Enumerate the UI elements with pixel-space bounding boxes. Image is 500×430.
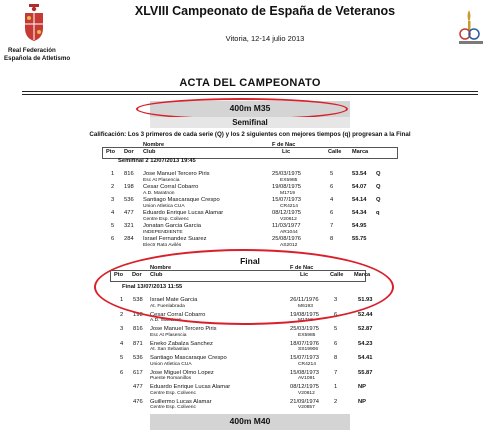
final-row-dor: 617 — [133, 369, 143, 376]
header-fnac: F de Nac — [272, 142, 296, 148]
final-row-dor: 816 — [133, 326, 143, 332]
final-header-club: Club — [150, 272, 163, 278]
semifinal-row-name: Santiago Mascaraque Crespo — [143, 197, 220, 203]
final-row-pto: 3 — [120, 326, 124, 332]
final-row-lane: 7 — [334, 369, 338, 376]
semifinal-row-qualifier: Q — [376, 197, 381, 203]
final-header-name: Nombre — [150, 265, 172, 271]
next-event-title: 400m M40 — [229, 416, 271, 426]
semifinal-row-birthdate: 11/03/1977 — [272, 223, 301, 229]
final-row-mark: 52.87 — [358, 326, 373, 332]
semifinal-row-mark: 54.95 — [352, 223, 367, 229]
semifinal-row-club: INDEPENDIENTE — [143, 229, 183, 235]
semifinal-row-club: A.D. Maratnon — [143, 190, 175, 196]
org-name-line2: Española de Atletismo — [4, 55, 71, 62]
final-row-dor: 477 — [133, 384, 143, 390]
final-row-pto: 2 — [120, 311, 124, 318]
document-heading: ACTA DEL CAMPEONATO — [179, 77, 321, 89]
final-row-birthdate: 15/07/1973 — [290, 355, 320, 361]
semifinal-row-club: Union Atletica CUA — [143, 203, 185, 209]
semifinal-row-lane: 4 — [330, 197, 334, 203]
semifinal-row-mark: 54.34 — [352, 210, 367, 216]
semifinal-row-birthdate: 15/07/1973 — [272, 197, 302, 203]
final-title: Final — [240, 256, 260, 266]
final-row-license: V20612 — [298, 390, 315, 396]
final-row-pto: 5 — [120, 355, 124, 361]
final-row-lane: 2 — [334, 398, 338, 405]
final-row-club: Union Atletica CUA — [150, 361, 192, 367]
final-row-name: Israel Mate Garcia — [150, 297, 198, 303]
final-row-dor: 538 — [133, 297, 143, 303]
semifinal-row-mark: 54.07 — [352, 184, 367, 190]
semifinal-row-name: Eduardo Enrique Lucas Alamar — [143, 210, 224, 216]
final-row-club: At. San Sebastian — [150, 347, 190, 352]
final-header-dor: Dor — [132, 272, 142, 278]
heading-rule-top — [22, 91, 478, 92]
semifinal-row-lane: 7 — [330, 223, 334, 229]
final-row-license: SS19906 — [298, 347, 319, 352]
final-row-birthdate: 19/08/1975 — [290, 311, 320, 318]
final-header-calle: Calle — [330, 272, 344, 278]
semifinal-row-birthdate: 19/08/1975 — [272, 184, 302, 190]
semifinal-row-lane: 5 — [330, 171, 334, 177]
semifinal-row-dor: 198 — [124, 184, 134, 190]
final-row-license: CR4214 — [298, 361, 316, 367]
semifinal-row-club: Centre Esp. Colivenc — [143, 216, 189, 222]
final-row-birthdate: 15/08/1973 — [290, 369, 320, 376]
final-row-dor: 198 — [133, 311, 143, 318]
semifinal-row-lane: 8 — [330, 236, 334, 242]
page-title: XLVIII Campeonato de España de Veteranos — [134, 4, 396, 18]
semifinal-row-license: CR4214 — [280, 203, 298, 209]
header-calle: Calle — [328, 149, 342, 155]
final-row-dor: 871 — [133, 340, 143, 347]
semifinal-title: Semifinal — [150, 117, 350, 128]
final-row-birthdate: 21/09/1974 — [290, 398, 320, 405]
header-dor: Dor — [124, 149, 134, 155]
semifinal-row-license: M1719 — [280, 190, 295, 196]
final-row-license: EX5985 — [298, 332, 316, 338]
final-row-mark: NP — [358, 384, 367, 390]
semifinal-row-license: AR1044 — [280, 229, 298, 235]
semifinal-row-license: AS2012 — [280, 242, 298, 248]
final-row-lane: 5 — [334, 326, 338, 332]
final-row-mark: 55.87 — [358, 369, 373, 376]
final-row-pto: 6 — [120, 369, 124, 376]
semifinal-row-name: Israel Fernandez Suarez — [143, 236, 207, 242]
semifinal-row-pto: 3 — [111, 197, 115, 203]
org-name-line1: Real Federación — [8, 47, 56, 54]
semifinal-row-club: Esc At Plasencia — [143, 177, 180, 183]
final-row-license: M6193 — [298, 303, 313, 309]
final-row-lane: 6 — [334, 311, 338, 318]
semifinal-row-name: Jose Manuel Tercero Piris — [143, 171, 210, 177]
final-row-dor: 476 — [133, 398, 143, 405]
final-row-name: Jose Manuel Tercero Piris — [150, 326, 217, 332]
semifinal-row-pto: 1 — [111, 171, 115, 177]
semifinal-series: Semifinal 2 12/07/2013 19:45 — [118, 158, 196, 164]
event-title: 400m M35 — [229, 103, 271, 113]
semifinal-row-pto: 5 — [111, 223, 115, 229]
final-row-club: Centre Esp. Colivenc — [150, 405, 196, 410]
final-row-lane: 3 — [334, 297, 338, 303]
semifinal-row-qualifier: q — [376, 210, 380, 216]
rfea-crest-icon — [22, 4, 46, 42]
semifinal-row-pto: 2 — [111, 184, 115, 190]
final-row-mark: NP — [358, 398, 367, 405]
final-row-dor: 536 — [133, 355, 143, 361]
final-series: Final 13/07/2013 11:55 — [122, 284, 183, 290]
final-header-pto: Pto — [114, 272, 124, 278]
qualification-note: Calificación: Los 3 primeros de cada serie (Q) y los 2 siguientes con mejores tiempos (q) progresan a la Final — [89, 131, 411, 138]
final-row-birthdate: 25/03/1975 — [290, 326, 320, 332]
final-row-name: Cesar Corral Cobarro — [150, 311, 206, 318]
final-row-mark: 52.44 — [358, 311, 373, 318]
semifinal-row-dor: 284 — [124, 236, 134, 242]
page-subtitle: Vitoria, 12-14 julio 2013 — [225, 34, 305, 43]
final-row-name: Jose Miguel Olmo Lopez — [150, 369, 214, 376]
semifinal-row-pto: 6 — [111, 236, 115, 242]
final-row-birthdate: 18/07/1976 — [290, 340, 320, 347]
final-row-license: M1719 — [298, 318, 313, 323]
final-row-lane: 6 — [334, 340, 338, 347]
semifinal-row-name: Jonatan Garcia Garcia — [143, 223, 201, 229]
final-row-name: Santiago Mascaraque Crespo — [150, 355, 227, 361]
highlight-ring-final — [94, 249, 394, 325]
final-row-club: A.D. Maratnon — [150, 318, 182, 323]
semifinal-row-pto: 4 — [111, 210, 115, 216]
semifinal-row-lane: 6 — [330, 210, 334, 216]
final-header-marca: Marca — [354, 272, 371, 278]
final-header-fnac: F de Nac — [290, 265, 314, 271]
semifinal-row-qualifier: Q — [376, 184, 381, 190]
semifinal-row-mark: 55.75 — [352, 236, 367, 242]
semifinal-row-birthdate: 25/03/1975 — [272, 171, 302, 177]
final-row-lane: 8 — [334, 355, 338, 361]
final-row-birthdate: 08/12/1975 — [290, 384, 320, 390]
semifinal-row-dor: 816 — [124, 171, 134, 177]
final-row-club: Centre Esp. Colivenc — [150, 390, 196, 396]
header-name: Nombre — [143, 142, 165, 148]
final-row-mark: 54.41 — [358, 355, 373, 361]
final-row-club: At. Fuenlabrada — [150, 303, 185, 309]
final-row-lane: 1 — [334, 384, 338, 390]
semifinal-row-lane: 6 — [330, 184, 334, 190]
final-row-pto: 1 — [120, 297, 124, 303]
header-marca: Marca — [352, 149, 369, 155]
final-row-mark: 54.23 — [358, 340, 373, 347]
semifinal-row-mark: 53.54 — [352, 171, 367, 177]
final-row-name: Eduardo Enrique Lucas Alamar — [150, 384, 231, 390]
semifinal-row-birthdate: 08/12/1975 — [272, 210, 302, 216]
final-row-pto: 4 — [120, 340, 124, 347]
final-row-club: Esc At Plasencia — [150, 332, 187, 338]
final-row-license: V20857 — [298, 405, 315, 410]
semifinal-row-name: Cesar Corral Cobarro — [143, 184, 199, 190]
final-row-club: Puente Romanillos — [150, 376, 192, 381]
semifinal-row-club: Electr Rato Avilés — [143, 242, 182, 248]
masters-logo-icon — [456, 8, 486, 46]
header-pto: Pto — [106, 149, 116, 155]
semifinal-row-dor: 477 — [124, 210, 134, 216]
semifinal-row-birthdate: 25/08/1976 — [272, 236, 302, 242]
semifinal-row-dor: 321 — [124, 223, 134, 229]
header-club: Club — [143, 149, 156, 155]
heading-rule-bottom — [22, 94, 478, 95]
final-row-mark: 51.93 — [358, 297, 373, 303]
semifinal-row-qualifier: Q — [376, 171, 381, 177]
semifinal-row-mark: 54.14 — [352, 197, 367, 203]
final-row-birthdate: 26/11/1976 — [290, 297, 319, 303]
semifinal-row-license: EX5985 — [280, 177, 298, 183]
semifinal-row-license: V20612 — [280, 216, 297, 222]
semifinal-row-dor: 536 — [124, 197, 134, 203]
header-lic: Lic — [282, 149, 291, 155]
final-row-license: AV1091 — [298, 376, 316, 381]
final-row-name: Guillermo Lucas Alamar — [150, 398, 212, 405]
final-header-lic: Lic — [300, 272, 309, 278]
final-row-name: Eneko Zabalza Sanchez — [150, 340, 213, 347]
